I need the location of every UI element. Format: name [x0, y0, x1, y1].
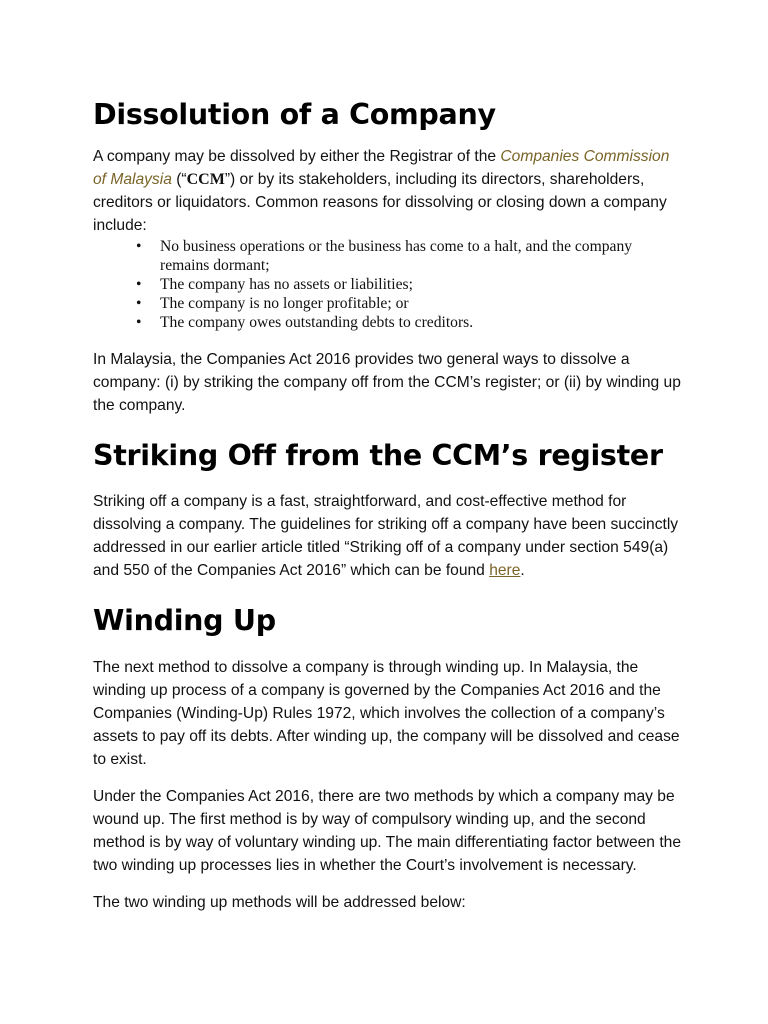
ccm-abbreviation: CCM [186, 171, 225, 188]
reasons-list [93, 237, 683, 332]
striking-off-text: Striking off a company is a fast, straightforward, and cost-effective method for dissolving a company. The guidelines for striking off a company have been succinctly addressed in our earlier article titled “Striking off of a company under section 549(a) and 550 of the Companies Act 2016” which can be found [93, 493, 679, 579]
intro-text-1: A company may be dissolved by either the Registrar of the [93, 148, 501, 165]
reason-text: The company is no longer profitable; or [160, 295, 409, 312]
paragraph-winding-up-1: The next method to dissolve a company is through winding up. In Malaysia, the winding up process of a company is governed by the Companies Act 2016 and the Companies (Winding-Up) Rules 1972, which involves the collection of a company’s assets to pay off its debts. After winding up, the company will be dissolved and cease to exist. [93, 659, 680, 768]
heading-dissolution: Dissolution of a Company [93, 98, 496, 131]
paragraph-striking-off [93, 490, 683, 582]
intro-text-2: (“ [171, 171, 187, 188]
striking-off-text-end: . [520, 562, 525, 579]
reason-text: The company has no assets or liabilities; [160, 276, 413, 293]
document-page [93, 96, 683, 914]
bullet-icon: • [136, 314, 142, 331]
bullet-icon: • [136, 276, 142, 293]
intro-paragraph [93, 145, 683, 237]
reason-item [136, 294, 683, 313]
bullet-icon: • [136, 238, 142, 255]
paragraph-two-ways: In Malaysia, the Companies Act 2016 provides two general ways to dissolve a company: (i) by striking the company off from the CCM’s register; or (ii) by winding up the company. [93, 351, 681, 414]
reason-text: No business operations or the business has come to a halt, and the company remains dormant; [160, 238, 633, 274]
bullet-icon: • [136, 295, 142, 312]
heading-striking-off: Striking Off from the CCM’s register [93, 439, 663, 472]
ccm-link[interactable]: Companies Commission of Malaysia [93, 148, 670, 188]
reason-item [136, 313, 683, 332]
reason-item [136, 237, 683, 275]
intro-text-3: ”) or by its stakeholders, including its directors, shareholders, creditors or liquidators. Common reasons for dissolving or closing down a company include: [93, 171, 667, 234]
reason-item [136, 275, 683, 294]
reason-text: The company owes outstanding debts to creditors. [160, 314, 474, 331]
paragraph-winding-up-3: The two winding up methods will be addressed below: [93, 894, 466, 911]
paragraph-winding-up-2: Under the Companies Act 2016, there are two methods by which a company may be wound up. The first method is by way of compulsory winding up, and the second method is by way of voluntary winding up. The main differentiating factor between the two winding up processes lies in whether the Court’s involvement is necessary. [93, 788, 681, 874]
heading-winding-up: Winding Up [93, 604, 276, 637]
here-link[interactable]: here [489, 562, 521, 579]
